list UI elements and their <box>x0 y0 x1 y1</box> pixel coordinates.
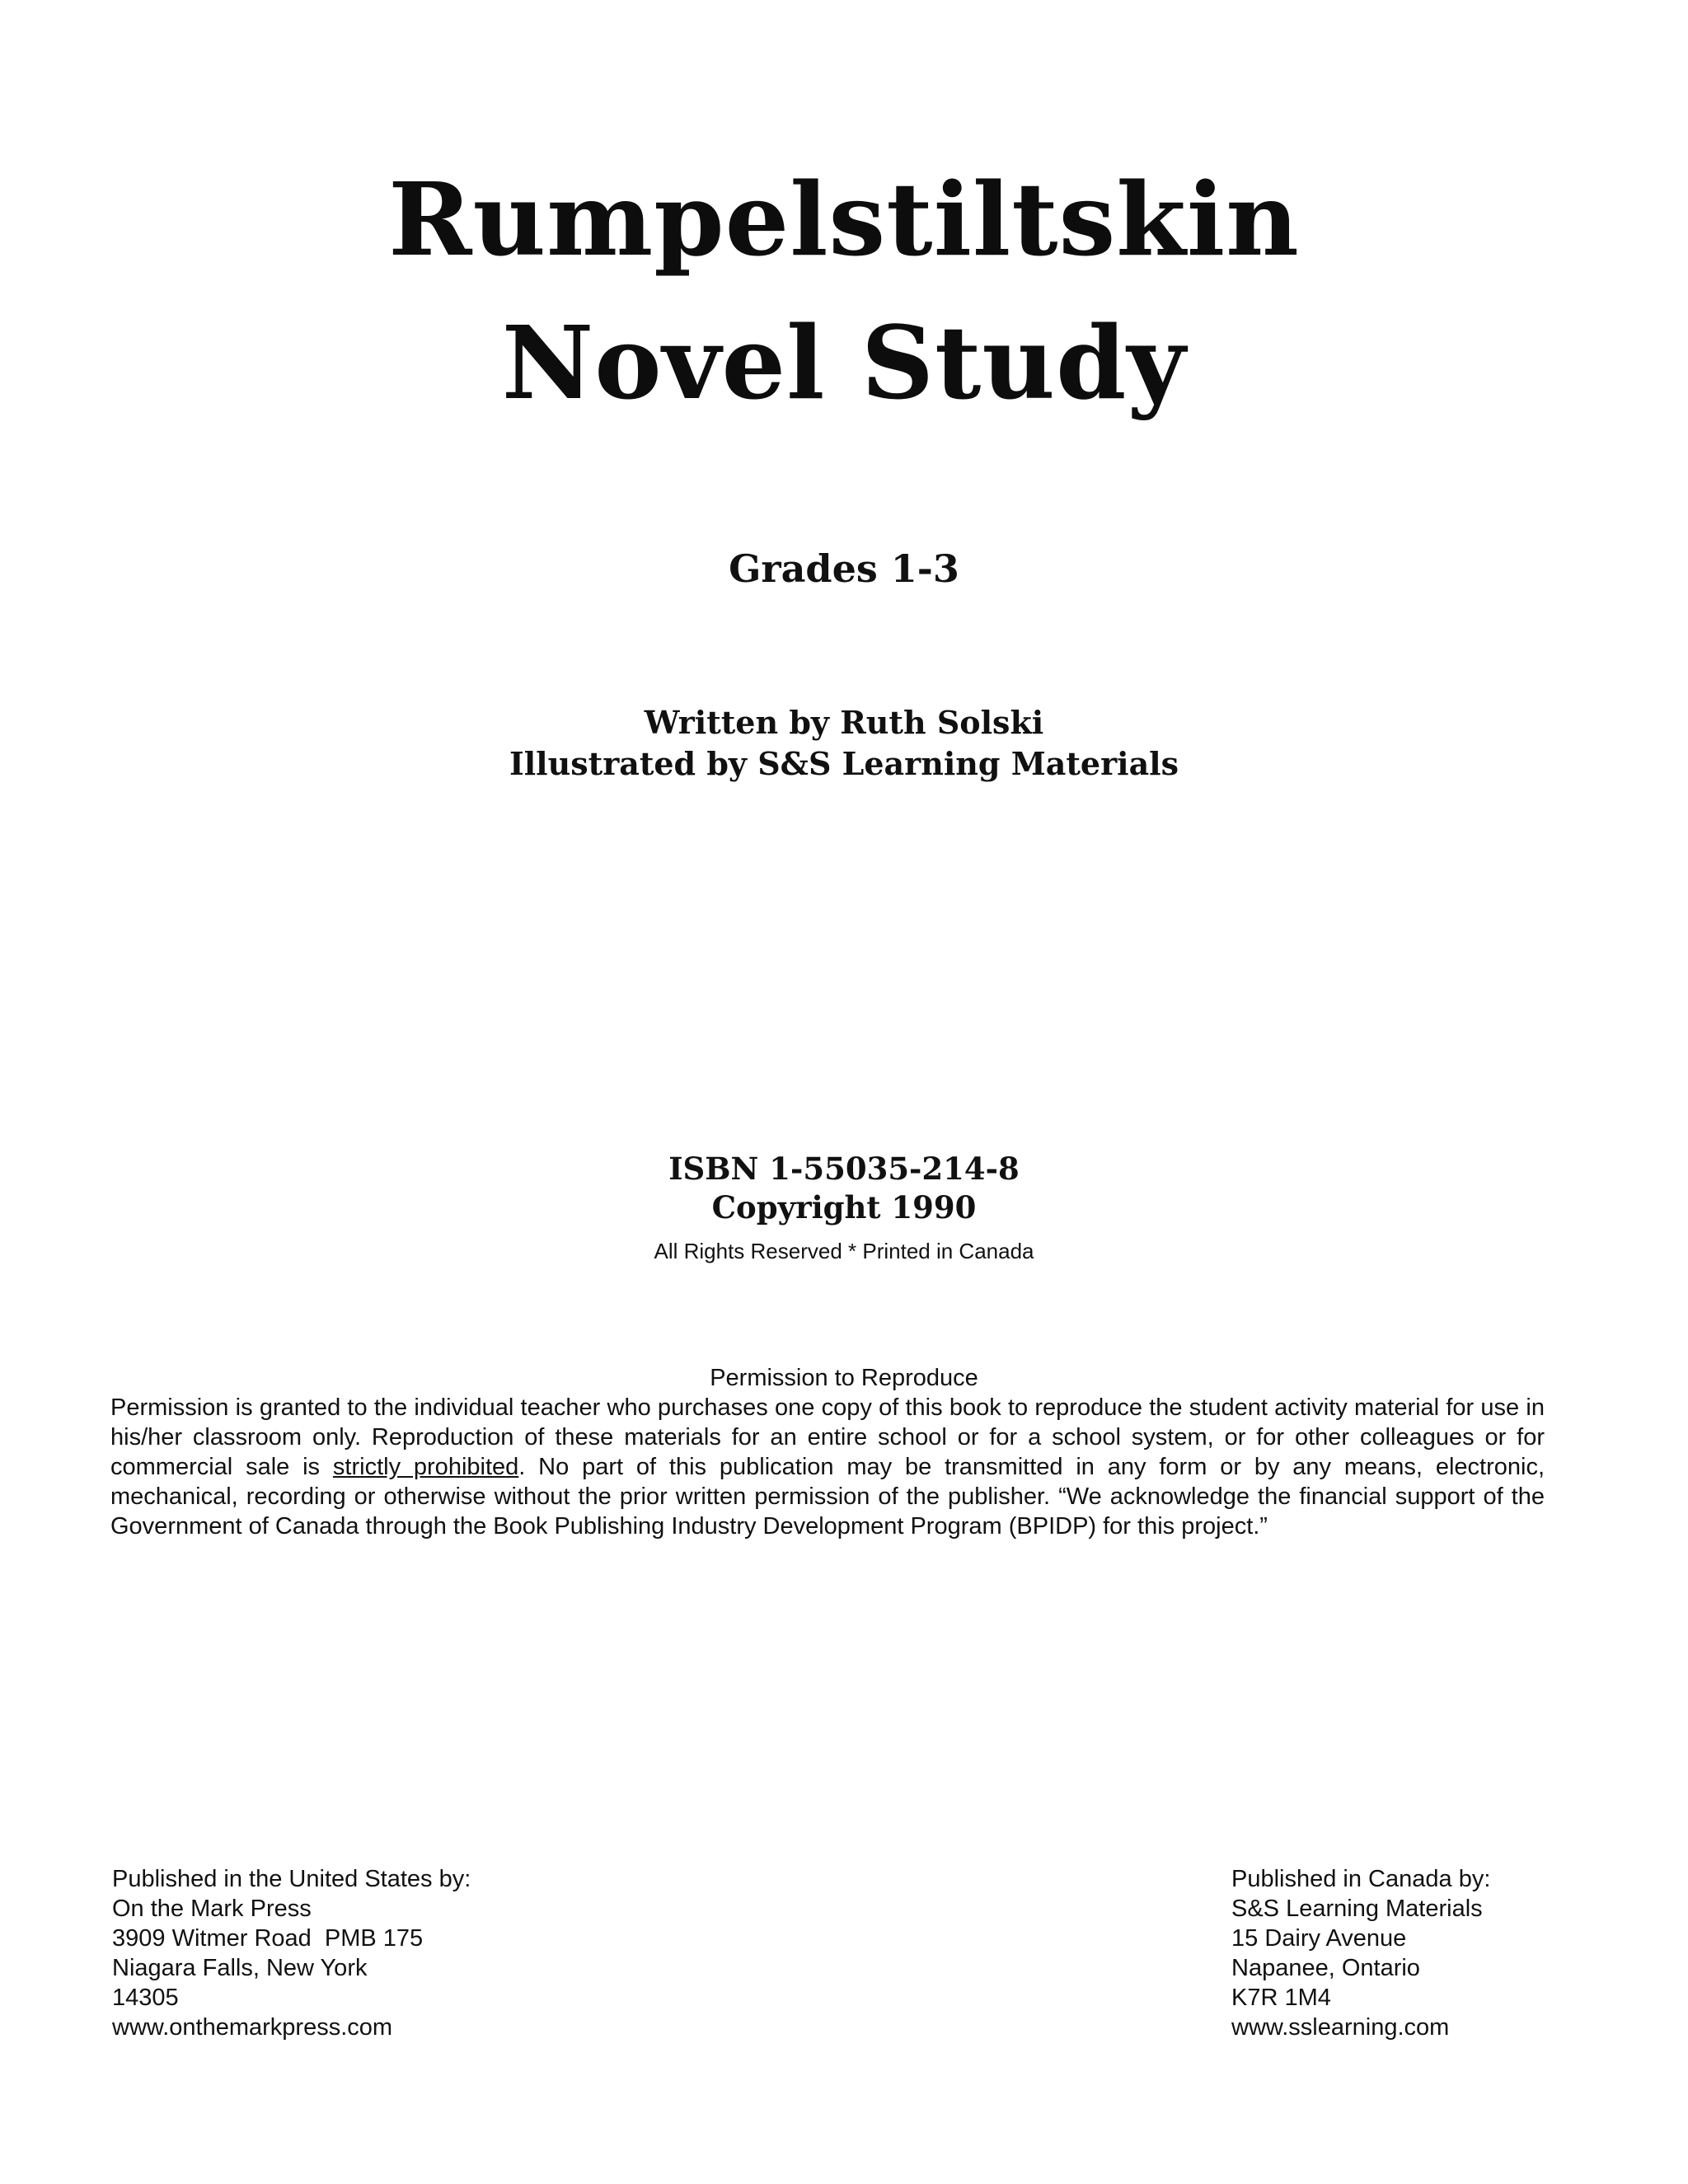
publisher-us-heading: Published in the United States by: <box>112 1866 471 1892</box>
publisher-ca-website: www.sslearning.com <box>1231 2014 1450 2041</box>
permission-heading: Permission to Reproduce <box>710 1365 978 1391</box>
grade-level: Grades 1-3 <box>729 546 959 591</box>
copyright-year: Copyright 1990 <box>711 1189 977 1226</box>
publisher-ca-heading: Published in Canada by: <box>1231 1866 1491 1892</box>
publisher-us-website: www.onthemarkpress.com <box>112 2014 393 2041</box>
publisher-us-name: On the Mark Press <box>112 1896 312 1922</box>
illustrator-credit: Illustrated by S&S Learning Materials <box>509 745 1179 782</box>
author-credit: Written by Ruth Solski <box>644 704 1044 741</box>
publisher-us-postal: 14305 <box>112 1985 179 2011</box>
publisher-us-street: 3909 Witmer Road PMB 175 <box>112 1925 424 1952</box>
publisher-ca-postal: K7R 1M4 <box>1231 1985 1331 2011</box>
book-title-line-1: Rumpelstiltskin <box>388 160 1300 279</box>
publisher-ca-city: Napanee, Ontario <box>1231 1955 1420 1981</box>
book-title-line-2: Novel Study <box>501 303 1187 422</box>
permission-text-part-2: . No part of this publication may be transmitted in any form or by any means, electronic, mechanical, recording or otherwise without the prior written permission of the publisher. “We acknowledge the financial support of the Government of Canada through the Book Publishing Industry Development Program (BPIDP) for this project.” <box>110 1454 1545 1540</box>
strictly-prohibited-emphasis: strictly prohibited <box>332 1454 519 1480</box>
rights-notice: All Rights Reserved * Printed in Canada <box>654 1239 1034 1263</box>
publisher-us-block <box>112 1864 471 2042</box>
publisher-us-city: Niagara Falls, New York <box>112 1955 368 1981</box>
publisher-ca-name: S&S Learning Materials <box>1231 1896 1483 1922</box>
isbn: ISBN 1-55035-214-8 <box>668 1151 1020 1187</box>
publisher-ca-street: 15 Dairy Avenue <box>1231 1925 1407 1952</box>
permission-text-part-1: Permission is granted to the individual teacher who purchases one copy of this book to reproduce the student activity material for use in his/her classroom only. Reproduction of these materials for an entire school or for a school system, or for other colleagues or for commercial sale is <box>110 1394 1545 1480</box>
permission-text <box>110 1393 1545 1541</box>
publisher-canada-block <box>1231 1864 1490 2042</box>
